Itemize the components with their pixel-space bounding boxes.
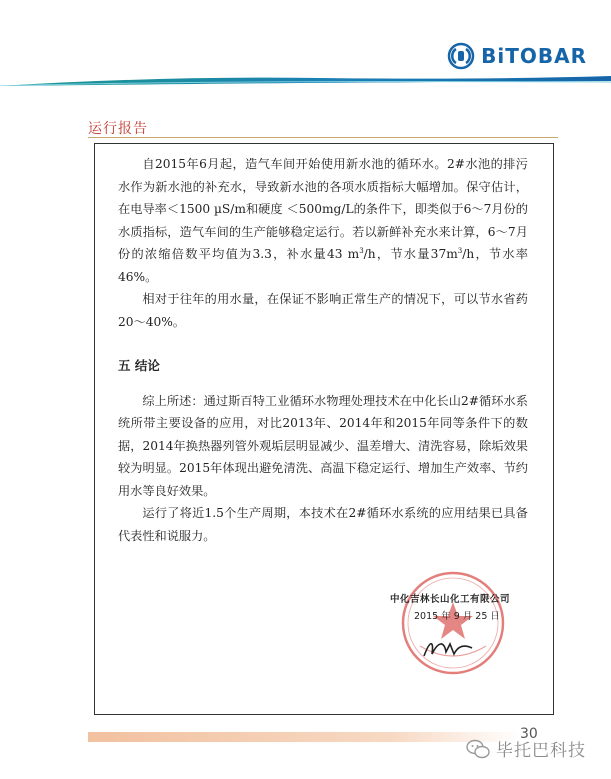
paragraph-water-saving: 相对于往年的用水量，在保证不影响正常生产的情况下，可以节水省药20～40%。 <box>118 292 528 329</box>
stamp-date: 2015 年 9 月 25 日 <box>414 611 500 622</box>
section-title-rule <box>88 137 558 138</box>
paragraph-conclusion: 综上所述：通过斯百特工业循环水物理处理技术在中化长山2#循环水系统所带主要设备的应用，对比2013年、2014年和2015年同等条件下的数据，2014年换热器列管外观垢层明显减少、温差增大、清洗容易，除垢效果较为明显。2015年体现出避免清洗、高温下稳定运行、增加生产效率、节约用水等良好效果。 <box>118 393 528 498</box>
handwritten-signature-icon <box>420 634 476 662</box>
brand-logo <box>447 42 587 70</box>
paragraph-water-indicators: 自2015年6月起，造气车间开始使用新水池的循环水。2#水池的排污水作为新水池的补充水，导致新水池的各项水质指标大幅增加。保守估计，在电导率＜1500 µS/m和硬度 ＜500mg/L的条件下，即类似于6～7月份的水质指标，造气车间的生产能够稳定运行。若以新鲜补充水来计算，6～7月份的浓缩倍数平均值为3.3，补水量43 $m^3/h$，节水量$37m^3/h$，节水率46%。 <box>118 157 528 284</box>
stamp-company-name: 中化吉林长山化工有限公司 <box>390 594 511 605</box>
report-body <box>118 153 528 547</box>
footer-bar <box>88 732 522 742</box>
bitobar-logo-icon <box>447 42 475 70</box>
conclusion-heading: 五 结论 <box>118 358 160 373</box>
wechat-icon <box>466 739 490 759</box>
watermark-text: 毕托巴科技 <box>496 741 586 761</box>
header-color-bar <box>0 74 611 86</box>
brand-name: BiTOBAR <box>481 44 587 68</box>
paragraph-representativeness: 运行了将近1.5个生产周期，本技术在2#循环水系统的应用结果已具备代表性和说服力。 <box>118 506 528 543</box>
page-number: 30 <box>520 726 538 742</box>
section-title: 运行报告 <box>88 121 148 137</box>
wechat-watermark <box>466 736 586 761</box>
